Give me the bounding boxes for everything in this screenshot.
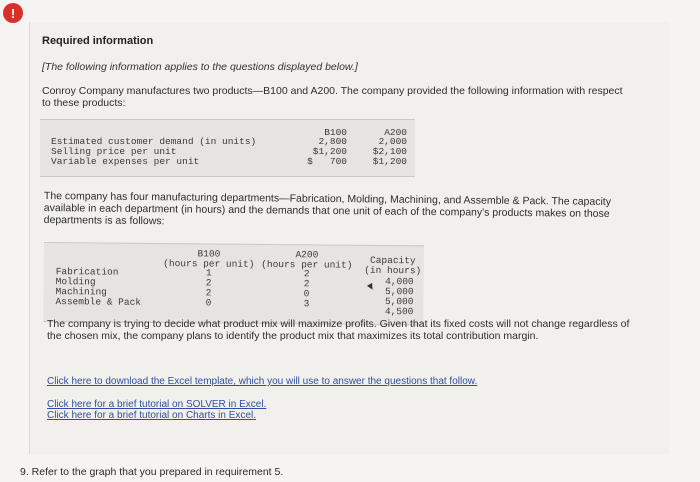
table-cell: $ 700 xyxy=(307,156,347,167)
charts-tutorial-link[interactable]: Click here for a brief tutorial on Charts in Excel. xyxy=(47,410,256,421)
table-cell: 3 xyxy=(303,298,310,310)
solver-tutorial-link[interactable]: Click here for a brief tutorial on SOLVER in Excel. xyxy=(47,399,267,410)
intro-paragraph: Conroy Company manufactures two products—B100 and A200. The company provided the following information with respect to these products: xyxy=(42,85,623,109)
table-cell: 2 xyxy=(205,287,212,299)
column-header-a200: A200 xyxy=(295,249,319,261)
departments-paragraph: The company has four manufacturing departments—Fabrication, Molding, Machining, and Assemble & Pack. The capacity available in each department (in hours) and the demands that one unit of each of the company's products makes on those departments is as follows: xyxy=(43,190,612,228)
table-cell: $1,200 xyxy=(312,146,347,157)
table-cell: $2,100 xyxy=(372,146,407,157)
alert-icon: ! xyxy=(3,3,23,23)
table-cell: 0 xyxy=(205,297,212,309)
column-header-capacity-unit: (in hours) xyxy=(364,264,422,277)
table-cell: 1 xyxy=(205,267,212,279)
table-row-label: Molding xyxy=(55,276,96,288)
column-header-a200: A200 xyxy=(384,127,407,138)
product-table xyxy=(40,119,415,177)
table-row-label: Estimated customer demand (in units) xyxy=(51,136,257,147)
table-row-label: Assemble & Pack xyxy=(55,296,142,308)
table-row-label: Selling price per unit xyxy=(51,146,177,157)
column-header-capacity: Capacity xyxy=(369,254,416,267)
table-row-label: Machining xyxy=(55,286,107,298)
table-cell: 2,000 xyxy=(378,136,407,147)
table-row-label: Variable expenses per unit xyxy=(51,156,200,167)
table-cell: 2,800 xyxy=(318,136,347,147)
question-9: 9. Refer to the graph that you prepared in requirement 5. xyxy=(20,466,284,478)
table-cell: 0 xyxy=(303,288,310,300)
column-header-a200-unit: (hours per unit) xyxy=(261,258,353,271)
table-cell: 2 xyxy=(205,277,212,289)
table-cell: 4,000 xyxy=(385,275,414,288)
instruction-note: [The following information applies to the questions displayed below.] xyxy=(42,61,358,73)
column-header-b100-unit: (hours per unit) xyxy=(163,258,255,270)
table-cell: 5,000 xyxy=(385,285,414,298)
page-title: Required information xyxy=(42,35,154,47)
product-mix-paragraph: The company is trying to decide what product mix will maximize profits. Given that its fixed costs will not change regardless of the chosen mix, the company plans to identify the product mix that maximizes its total contribution margin. xyxy=(47,318,630,342)
table-cell: 5,000 xyxy=(384,295,414,308)
column-header-b100: B100 xyxy=(324,127,347,138)
excel-template-link[interactable]: Click here to download the Excel template, which you will use to answer the questions that follow. xyxy=(47,376,478,387)
table-cell: 4,500 xyxy=(384,305,414,318)
table-cell: 2 xyxy=(303,278,310,290)
department-table xyxy=(43,242,424,325)
table-cell: 2 xyxy=(303,268,310,280)
column-header-b100: B100 xyxy=(197,248,221,260)
table-cell: $1,200 xyxy=(372,156,407,167)
table-row-label: Fabrication xyxy=(55,266,119,278)
